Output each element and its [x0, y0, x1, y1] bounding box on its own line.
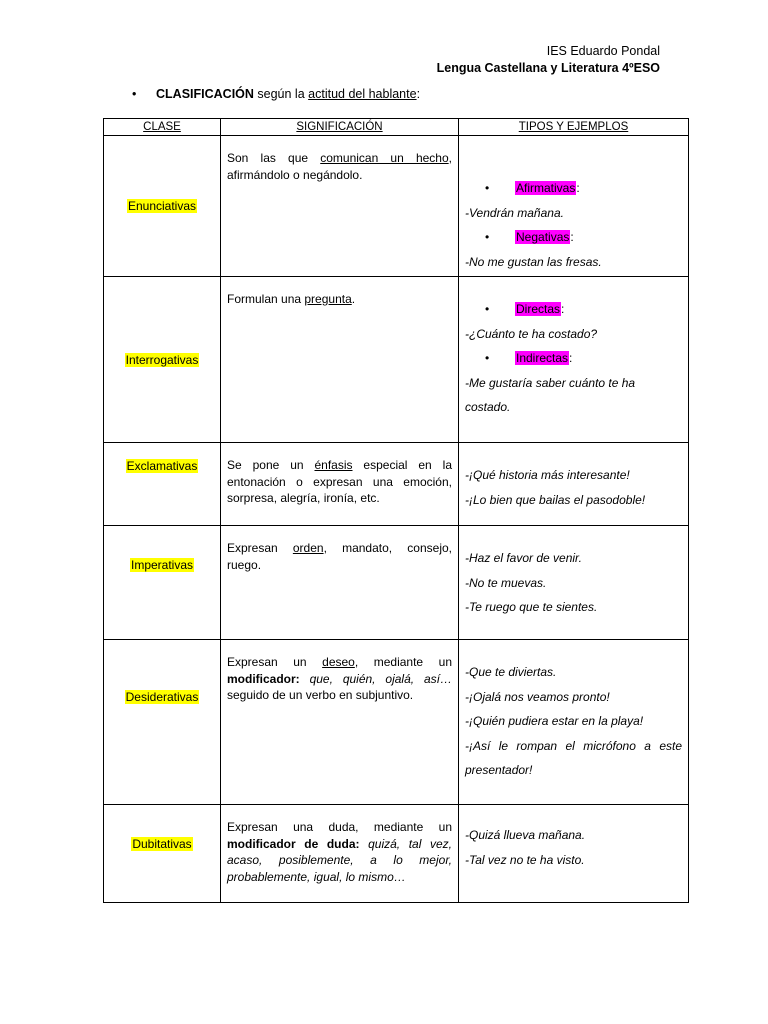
clase-label: Enunciativas [127, 199, 197, 213]
example-text: -No te muevas. [465, 575, 547, 590]
table-row [104, 277, 689, 443]
list-item [465, 297, 682, 322]
heading-middle: según la [253, 87, 309, 101]
table-row [104, 805, 689, 903]
sig-text: Se pone un [227, 458, 315, 472]
example-text: -Tal vez no te ha visto. [465, 852, 585, 867]
example-text: -Que te diviertas. [465, 665, 557, 679]
sig-italic: que, quién, ojalá, así… [299, 671, 452, 686]
header-clase: CLASE [104, 119, 221, 136]
tipos-cell [459, 443, 689, 526]
table-header-row [104, 119, 689, 136]
tipo-colon: : [570, 230, 574, 244]
clase-cell [104, 640, 221, 805]
tipo-label: Indirectas [516, 351, 569, 365]
significacion-cell [221, 526, 459, 640]
example-text: -¿Cuánto te ha costado? [465, 326, 598, 341]
sig-key: pregunta [304, 292, 352, 306]
tipos-cell [459, 526, 689, 640]
header-tipos: TIPOS Y EJEMPLOS [459, 119, 689, 136]
sig-text: Son las que [227, 151, 321, 165]
tipo-colon: : [569, 351, 573, 365]
clase-cell [104, 443, 221, 526]
header-significacion: SIGNIFICACIÓN [221, 119, 459, 136]
clase-label: Exclamativas [126, 459, 198, 473]
sig-text: , mediante un [354, 655, 452, 669]
table-row [104, 640, 689, 805]
sig-text: , afirmándolo o negándolo. [227, 151, 452, 182]
heading-underlined: actitud del hablante [308, 87, 417, 101]
sig-text: , mandato, consejo, ruego. [227, 541, 452, 572]
tipo-colon: : [576, 181, 580, 195]
sig-key: orden [292, 541, 324, 555]
example-text: -Te ruego que te sientes. [465, 600, 598, 614]
subject-name: Lengua Castellana y Literatura 4ºESO [436, 61, 660, 75]
example-text: -Me gustaría saber cuánto te ha costado. [465, 375, 636, 414]
sig-text: Formulan una [227, 292, 305, 306]
example-text: -¡Quién pudiera estar en la playa! [465, 714, 644, 728]
sig-key: deseo [322, 655, 355, 669]
sig-text: seguido de un verbo en subjuntivo. [227, 688, 414, 702]
example-text: -Haz el favor de venir. [465, 551, 582, 565]
example-text: -Vendrán mañana. [465, 205, 564, 220]
significacion-cell [221, 640, 459, 805]
significacion-cell [221, 136, 459, 277]
sig-italic: quizá, tal vez, acaso, posiblemente, a lo mejor, probablemente, igual, lo mismo… [227, 836, 452, 884]
example-text: -¡Ojalá nos veamos pronto! [465, 689, 610, 704]
sig-bold: modificador: [227, 671, 300, 686]
heading-prefix: CLASIFICACIÓN [156, 87, 254, 101]
clase-cell [104, 136, 221, 277]
tipo-label: Directas [516, 302, 561, 316]
tipos-cell [459, 136, 689, 277]
clase-cell [104, 277, 221, 443]
tipo-label: Negativas [516, 230, 570, 244]
significacion-cell [221, 805, 459, 903]
clase-label: Desiderativas [125, 690, 199, 704]
table-row [104, 526, 689, 640]
school-name: IES Eduardo Pondal [546, 44, 660, 58]
example-text: -No me gustan las fresas. [465, 254, 602, 269]
tipos-cell [459, 640, 689, 805]
section-heading [132, 87, 420, 101]
document-header [437, 43, 660, 77]
heading-suffix: : [416, 87, 421, 101]
significacion-cell [221, 443, 459, 526]
clase-cell [104, 526, 221, 640]
clase-cell [104, 805, 221, 903]
sig-bold: modificador de duda: [227, 836, 360, 851]
clase-label: Dubitativas [132, 837, 192, 851]
sig-text: . [351, 292, 356, 306]
tipos-cell [459, 805, 689, 903]
list-item [465, 176, 682, 201]
table-row [104, 443, 689, 526]
table-row [104, 136, 689, 277]
sig-text: especial en la entonación o expresan una emoción, sorpresa, alegría, ironía, etc. [227, 458, 452, 505]
sig-text: Expresan un [227, 655, 323, 669]
clase-label: Interrogativas [125, 352, 199, 367]
bullet-icon: • [132, 87, 137, 101]
list-item [465, 225, 682, 250]
example-text: -¡Lo bien que bailas el pasodoble! [465, 492, 646, 507]
tipo-label: Afirmativas [516, 181, 576, 195]
sig-key: comunican un hecho [320, 151, 449, 165]
list-item [465, 346, 682, 371]
example-text: -Quizá llueva mañana. [465, 828, 586, 842]
example-text: -¡Así le rompan el micrófono a este presentador! [465, 738, 682, 777]
tipos-cell [459, 277, 689, 443]
clase-label: Imperativas [130, 558, 194, 572]
sig-key: énfasis [314, 458, 353, 472]
sig-text: Expresan [227, 541, 293, 555]
significacion-cell [221, 277, 459, 443]
classification-table [103, 118, 689, 903]
example-text: -¡Qué historia más interesante! [465, 468, 630, 482]
sig-text: Expresan una duda, mediante un [227, 820, 452, 834]
tipo-colon: : [561, 302, 565, 316]
